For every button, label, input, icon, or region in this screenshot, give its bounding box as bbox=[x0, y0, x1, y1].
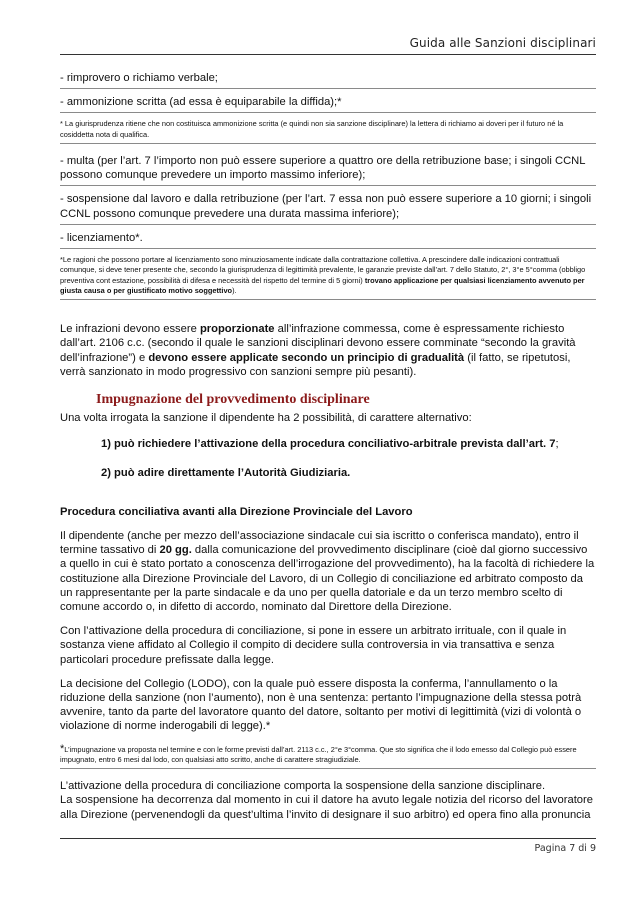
bold-run: devono essere applicate secondo un principio di gradualità bbox=[148, 351, 465, 364]
list-item-rimprovero: - rimprovero o richiamo verbale; bbox=[60, 71, 596, 89]
footnote-ammonizione: * La giurisprudenza ritiene che non costituisca ammonizione scritta (e quindi non sia sanzione disciplinare) la lettera di richiamo ai doveri per il futuro né la cosiddetta nota di qualifica. bbox=[60, 119, 596, 144]
footnote-impugnazione bbox=[60, 744, 596, 770]
procedure-paragraph-5: La sospensione ha decorrenza dal momento in cui il datore ha avuto legale notizia del ricorso del lavoratore alla Direzione (pervenendogli da quest’ultima l’invito di designare il suo arbitro) ed opera fino alla pronuncia bbox=[60, 794, 593, 821]
section-intro: Una volta irrogata la sanzione il dipendente ha 2 possibilità, di carattere alternativo: bbox=[60, 412, 472, 425]
procedure-paragraph-3: La decisione del Collegio (LODO), con la quale può essere disposta la conferma, l’annullamento o la riduzione della sanzione (non l’aumento), non è una sentenza: pertanto l’impugnazione della stessa potrà avvenire, tanto da parte del lavoratore quanto del datore, soltanto per motivi di legittimità (vizi di volontà o violazione di norme inderogabili di legge).* bbox=[60, 677, 582, 733]
footer-divider bbox=[60, 838, 596, 839]
list-item-ammonizione: - ammonizione scritta (ad essa è equiparabile la diffida);* bbox=[60, 95, 596, 113]
page-body bbox=[60, 71, 596, 822]
footnote-licenziamento bbox=[60, 255, 596, 300]
list-item-sospensione: - sospensione dal lavoro e dalla retribuzione (per l’art. 7 essa non può essere superiore a 10 giorni; i singoli CCNL possono comunque prevedere una durata massima inferiore); bbox=[60, 192, 596, 224]
procedure-paragraph-4: L’attivazione della procedura di conciliazione comporta la sospensione della sanzione disciplinare. bbox=[60, 780, 546, 793]
option-1-punct: ; bbox=[555, 438, 559, 451]
footnote-licenziamento-bold: trovano applicazione per qualsiasi licenziamento avvenuto per giusta causa o per giustificato motivo soggettivo bbox=[60, 275, 585, 295]
text-run: (il fatto, se ripetutosi, verrà sanzionato in modo progressivo con sanzioni sempre più pesanti). bbox=[60, 351, 571, 378]
option-1-label: 1) può richiedere l’attivazione della procedura conciliativo-arbitrale prevista dall’art. 7 bbox=[101, 438, 556, 451]
bold-run: proporzionate bbox=[199, 323, 275, 336]
list-item-licenziamento: - licenziamento*. bbox=[60, 231, 596, 249]
bold-run: 20 gg. bbox=[159, 544, 192, 557]
option-2: 2) può adire direttamente l’Autorità Giudiziaria. bbox=[101, 466, 351, 479]
procedure-paragraph-2: Con l’attivazione della procedura di conciliazione, si pone in essere un arbitrato irrituale, con il quale in sostanza viene affidato al Collegio il compito di decidere sulla controversia in via transattiva e senza particolari procedure prefissate dalla legge. bbox=[60, 625, 567, 666]
procedure-title: Procedura conciliativa avanti alla Direzione Provinciale del Lavoro bbox=[60, 505, 413, 518]
procedure-paragraph-1 bbox=[60, 529, 596, 614]
text-run: Il dipendente (anche per mezzo dell’associazione sindacale cui sia iscritto o conferisca mandato), entro il termine tassativo di bbox=[60, 530, 579, 557]
text-run: dalla comunicazione del provvedimento disciplinare (cioè dal giorno successivo a quello in cui è stato portato a conoscenza dell’irrogazione del provvedimento), ha la facoltà di richiedere la costituzione alla Direzione Provinciale del Lavoro, di un Collegio di conciliazione ed arbitrato composto da un rappresentante per la parte sindacale e da uno per quella datoriale e da un terzo membro scelto di comune accordo o, in difetto di accordo, nominato dal Direttore della Direzione. bbox=[60, 544, 595, 614]
footnote-text: L’impugnazione va proposta nel termine e con le forme previsti dall’art. 2113 c.c., 2°e 3°comma. Que sto significa che il lodo emesso dal Collegio può essere impugnato, entro 6 mesi dal lodo, con qualsiasi atto scritto, anche di carattere stragiudiziale. bbox=[60, 744, 577, 764]
text-run: all’infrazione commessa, come è espressamente richiesto dall’art. 2106 c.c. (secondo il quale le sanzioni disciplinari devono essere comminate “secondo la gravità dell’infrazione”) e bbox=[60, 323, 576, 364]
section-title: Impugnazione del provvedimento disciplinare bbox=[96, 392, 370, 408]
footnote-licenziamento-end: ). bbox=[232, 285, 237, 295]
header-title: Guida alle Sanzioni disciplinari bbox=[409, 36, 596, 50]
footnote-star: * bbox=[60, 742, 65, 755]
page-number: Pagina 7 di 9 bbox=[534, 843, 596, 854]
list-item-multa: - multa (per l’art. 7 l’importo non può essere superiore a quattro ore della retribuzione base; i singoli CCNL possono comunque prevedere un importo massimo inferiore); bbox=[60, 154, 596, 186]
footnote-licenziamento-text: *Le ragioni che possono portare al licenziamento sono minuziosamente indicate dalla contrattazione collettiva. A prescindere dalle indicazioni contrattuali comunque, si deve tener presente che, secondo la giurisprudenza di legittimità prevalente, le garanzie previste dall’art. 7 dello Statuto, 2°, 3°e 5°comma (obbligo preventiva cont estazione, possibilità di difesa e necessità del rispetto del termine di 5 giorni) bbox=[60, 255, 586, 285]
text-run: Le infrazioni devono essere bbox=[60, 323, 200, 336]
proportionality-paragraph bbox=[60, 322, 596, 379]
header-divider bbox=[60, 54, 596, 55]
option-1 bbox=[101, 437, 596, 451]
